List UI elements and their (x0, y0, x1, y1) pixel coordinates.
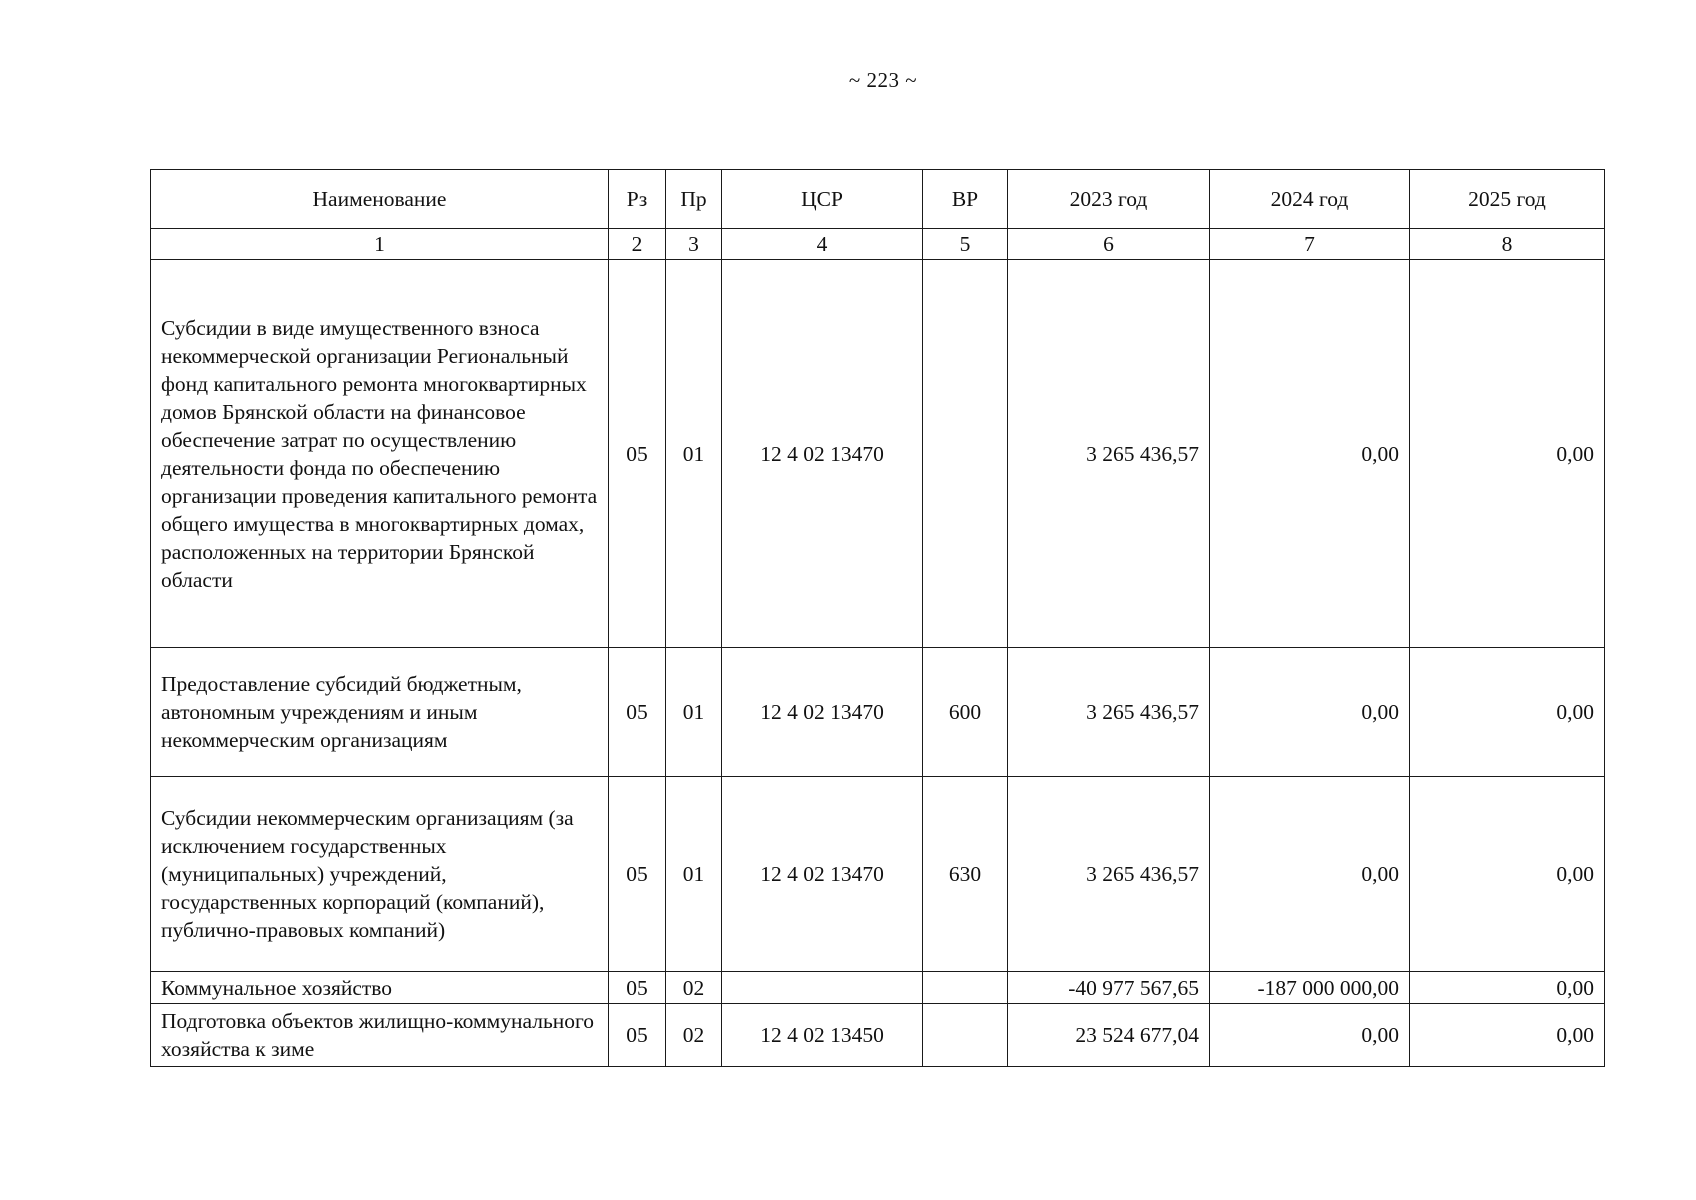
row-pr: 01 (666, 260, 722, 648)
column-number: 5 (923, 229, 1008, 260)
row-rz: 05 (609, 777, 666, 972)
row-csr: 12 4 02 13470 (722, 777, 923, 972)
row-rz: 05 (609, 972, 666, 1004)
column-number: 2 (609, 229, 666, 260)
header-2024: 2024 год (1210, 170, 1410, 229)
row-csr: 12 4 02 13450 (722, 1004, 923, 1067)
row-rz: 05 (609, 260, 666, 648)
row-2024: 0,00 (1210, 777, 1410, 972)
header-2025: 2025 год (1410, 170, 1605, 229)
table-row (151, 1004, 1605, 1067)
row-2023: 3 265 436,57 (1008, 648, 1210, 777)
header-row (151, 170, 1605, 229)
row-2025: 0,00 (1410, 1004, 1605, 1067)
row-2025: 0,00 (1410, 648, 1605, 777)
row-csr (722, 972, 923, 1004)
row-2024: 0,00 (1210, 260, 1410, 648)
table-row (151, 972, 1605, 1004)
row-pr: 02 (666, 1004, 722, 1067)
column-number: 7 (1210, 229, 1410, 260)
column-number-row (151, 229, 1605, 260)
header-rz: Рз (609, 170, 666, 229)
header-name: Наименование (151, 170, 609, 229)
header-pr: Пр (666, 170, 722, 229)
row-vr (923, 972, 1008, 1004)
header-2023: 2023 год (1008, 170, 1210, 229)
page-number: ~ 223 ~ (848, 68, 918, 92)
row-name: Субсидии некоммерческим организациям (за исключением государственных (муниципальных) учреждений, государственных корпораций (компаний), публично-правовых компаний) (151, 777, 609, 972)
row-2024: 0,00 (1210, 648, 1410, 777)
column-number: 6 (1008, 229, 1210, 260)
column-number: 1 (151, 229, 609, 260)
header-csr: ЦСР (722, 170, 923, 229)
row-name: Подготовка объектов жилищно-коммунального хозяйства к зиме (151, 1004, 609, 1067)
row-2023: 3 265 436,57 (1008, 777, 1210, 972)
row-2023: 23 524 677,04 (1008, 1004, 1210, 1067)
row-name: Субсидии в виде имущественного взноса некоммерческой организации Региональный фонд капитального ремонта многоквартирных домов Брянской области на финансовое обеспечение затрат по осуществлению деятельности фонда по обеспечению организации проведения капитального ремонта общего имущества в многоквартирных домах, расположенных на территории Брянской области (151, 260, 609, 648)
table-row (151, 777, 1605, 972)
column-number: 3 (666, 229, 722, 260)
row-2025: 0,00 (1410, 777, 1605, 972)
header-vr: ВР (923, 170, 1008, 229)
row-pr: 01 (666, 648, 722, 777)
row-rz: 05 (609, 1004, 666, 1067)
row-pr: 02 (666, 972, 722, 1004)
row-vr: 600 (923, 648, 1008, 777)
row-2023: 3 265 436,57 (1008, 260, 1210, 648)
row-csr: 12 4 02 13470 (722, 260, 923, 648)
row-csr: 12 4 02 13470 (722, 648, 923, 777)
table-row (151, 648, 1605, 777)
row-rz: 05 (609, 648, 666, 777)
table-row (151, 260, 1605, 648)
column-number: 8 (1410, 229, 1605, 260)
column-number: 4 (722, 229, 923, 260)
row-name: Коммунальное хозяйство (151, 972, 609, 1004)
row-vr (923, 260, 1008, 648)
row-2024: 0,00 (1210, 1004, 1410, 1067)
budget-table (150, 169, 1605, 1067)
row-2025: 0,00 (1410, 260, 1605, 648)
row-vr: 630 (923, 777, 1008, 972)
row-vr (923, 1004, 1008, 1067)
row-2024: -187 000 000,00 (1210, 972, 1410, 1004)
row-2023: -40 977 567,65 (1008, 972, 1210, 1004)
row-2025: 0,00 (1410, 972, 1605, 1004)
row-name: Предоставление субсидий бюджетным, автономным учреждениям и иным некоммерческим организациям (151, 648, 609, 777)
row-pr: 01 (666, 777, 722, 972)
